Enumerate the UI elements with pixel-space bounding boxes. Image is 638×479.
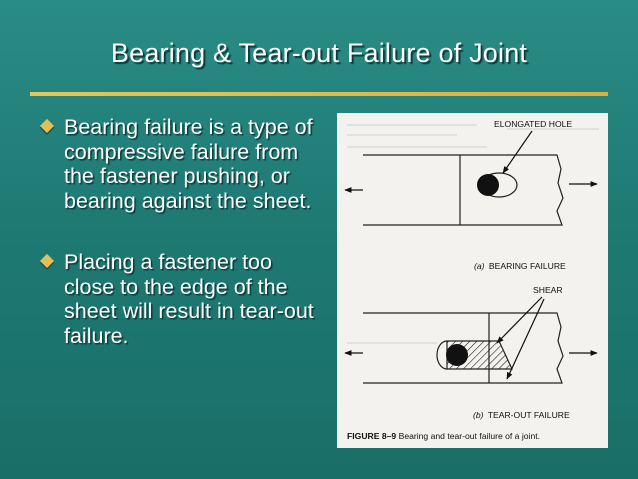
figure-caption	[347, 431, 605, 441]
bullet-diamond-icon	[40, 119, 54, 133]
fastener-a	[477, 174, 499, 196]
shear-leader-1	[497, 297, 542, 343]
fastener-b	[446, 344, 468, 366]
svg-text:(b) TEAR-OUT FAILURE	[473, 410, 570, 420]
joint-failure-diagram	[337, 113, 608, 448]
elongated-hole-leader	[503, 131, 532, 173]
sheet-a	[363, 155, 563, 225]
faint-background-text	[347, 125, 599, 343]
label-tearout-failure: TEAR-OUT FAILURE	[487, 410, 570, 420]
tearout-failure-diagram	[345, 285, 597, 420]
bullet-list	[38, 115, 328, 348]
caption-text: Bearing and tear-out failure of a joint.	[398, 431, 541, 441]
hole-outline-b	[437, 341, 447, 369]
label-bearing-letter: (a)	[474, 261, 485, 271]
figure-panel	[337, 113, 608, 448]
bullet-item	[38, 250, 328, 348]
slide-title: Bearing & Tear-out Failure of Joint	[110, 38, 528, 68]
shear-leader-2	[507, 299, 544, 379]
caption-id: FIGURE 8–9	[347, 431, 397, 441]
label-tearout-letter: (b)	[473, 410, 484, 420]
bullet-text: Placing a fastener too close to the edge of the sheet will result in tear-out failure.	[64, 250, 314, 348]
bearing-failure-diagram	[345, 119, 597, 271]
label-shear: SHEAR	[533, 285, 563, 295]
bullet-item	[38, 115, 328, 213]
title-underline	[30, 92, 608, 96]
label-elongated-hole: ELONGATED HOLE	[494, 119, 573, 129]
svg-text:(a) BEARING FAILURE	[474, 261, 566, 271]
bullet-text: Bearing failure is a type of compressive failure from the fastener pushing, or bearing against the sheet.	[64, 115, 313, 213]
label-bearing-failure: BEARING FAILURE	[488, 261, 566, 271]
bullet-diamond-icon	[40, 254, 54, 268]
